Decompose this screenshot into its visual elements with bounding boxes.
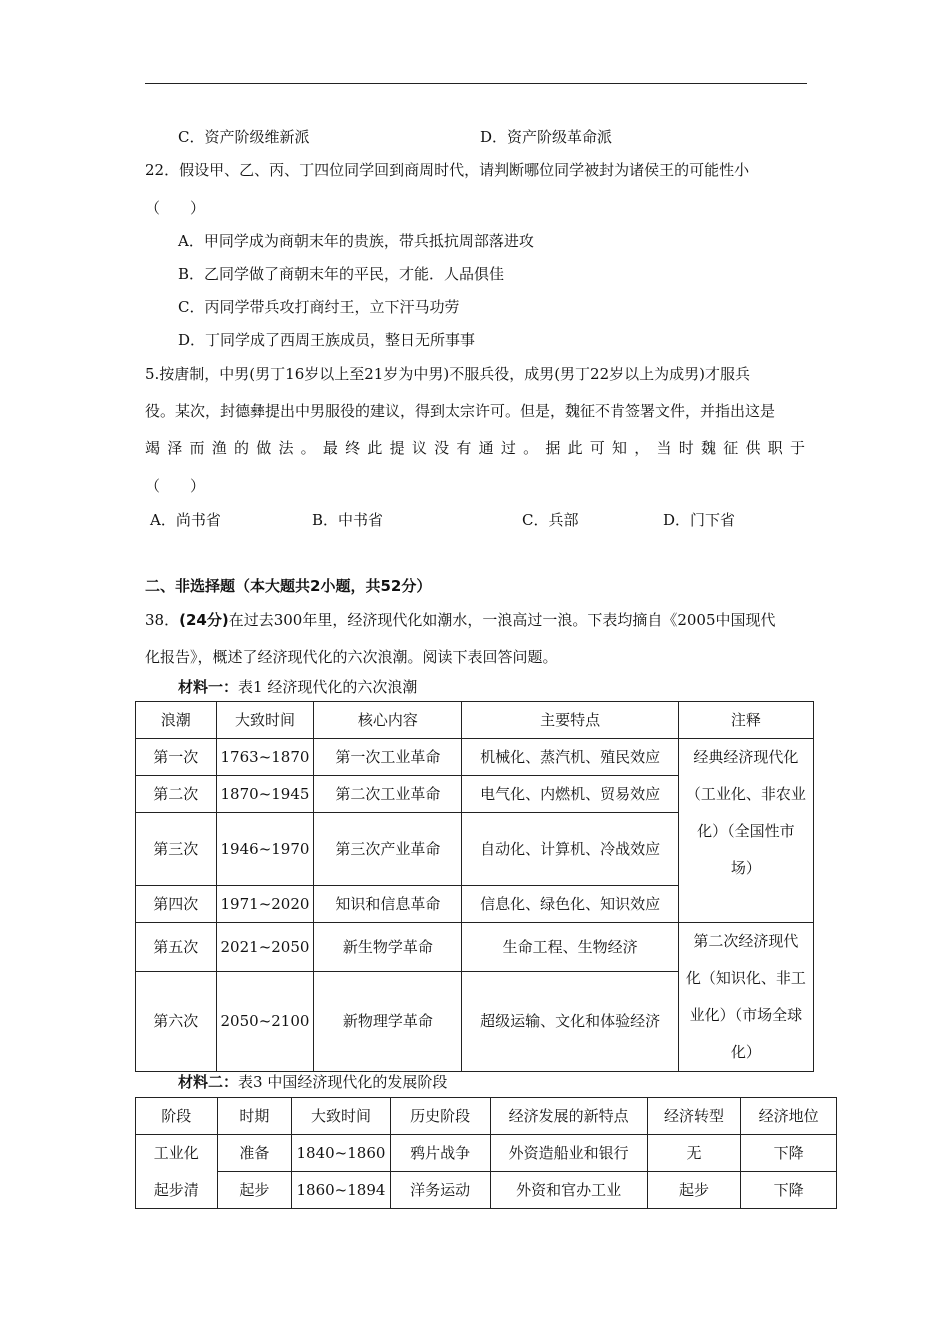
note-classic-modernization: [678, 739, 813, 923]
table-cell: 自动化、计算机、冷战效应: [462, 813, 678, 886]
table-cell: 起步清: [136, 1172, 218, 1209]
table-cell: 知识和信息革命: [314, 886, 462, 923]
q5-option-b: B．中书省: [312, 511, 384, 529]
note-line: 业化）（市场全球: [689, 1006, 803, 1024]
header-cell: 主要特点: [462, 702, 678, 739]
table-cell: 起步: [647, 1172, 741, 1209]
note-line: 化）: [730, 1043, 761, 1061]
table-cell: 第四次: [136, 886, 217, 923]
table-cell: 第一次工业革命: [314, 739, 462, 776]
note-line: 场）: [730, 859, 761, 877]
table-cell: 新生物学革命: [314, 923, 462, 972]
table-row: [136, 1135, 837, 1172]
note-line: 化（知识化、非工: [685, 969, 806, 987]
material-1-caption: [178, 677, 417, 697]
note-line: 化）（全国性市: [697, 822, 795, 840]
q5-line-1: 5.按唐制，中男(男丁16岁以上至21岁为中男)不服兵役，成男(男丁22岁以上为成男)才服兵: [145, 365, 750, 383]
table-cell: 准备: [217, 1135, 292, 1172]
header-cell: 时期: [217, 1098, 292, 1135]
q22-option-c: C．丙同学带兵攻打商纣王，立下汗马功劳: [178, 298, 460, 316]
table-six-waves: [135, 701, 814, 1072]
table-cell: 鸦片战争: [390, 1135, 490, 1172]
table-cell: 电气化、内燃机、贸易效应: [462, 776, 678, 813]
note-line: 经典经济现代化: [693, 748, 799, 766]
table-cell: 新物理学革命: [314, 971, 462, 1071]
table-header-row: [136, 1098, 837, 1135]
q38-line-2: 化报告》，概述了经济现代化的六次浪潮。阅读下表回答问题。: [145, 648, 558, 666]
header-cell: 注释: [678, 702, 813, 739]
header-cell: 经济转型: [647, 1098, 741, 1135]
q22-answer-paren: （ ）: [145, 199, 206, 217]
table-cell: 无: [647, 1135, 741, 1172]
material-1-title: 表1 经济现代化的六次浪潮: [238, 678, 418, 696]
material-2-label: 材料二：: [178, 1073, 239, 1091]
table-header-row: [136, 702, 814, 739]
table-cell: 机械化、蒸汽机、殖民效应: [462, 739, 678, 776]
table-cell: 起步: [217, 1172, 292, 1209]
q22-option-d: D．丁同学成了西周王族成员，整日无所事事: [178, 331, 476, 349]
header-cell: 浪潮: [136, 702, 217, 739]
table-cell: 信息化、绿色化、知识效应: [462, 886, 678, 923]
table-cell: 2050~2100: [216, 971, 314, 1071]
material-1-label: 材料一：: [178, 678, 239, 696]
q5-line-2: 役。某次，封德彝提出中男服役的建议，得到太宗许可。但是，魏征不肯签署文件，并指出这是: [145, 402, 776, 420]
option-c: C．资产阶级维新派: [178, 128, 310, 146]
option-d: D．资产阶级革命派: [480, 128, 613, 146]
note-line: 第二次经济现代: [693, 932, 799, 950]
table-cell: 洋务运动: [390, 1172, 490, 1209]
table-china-stages: [135, 1097, 837, 1209]
q5-option-d: D．门下省: [663, 511, 736, 529]
table-cell: 第三次产业革命: [314, 813, 462, 886]
table-cell: 第三次: [136, 813, 217, 886]
table-cell: 2021~2050: [216, 923, 314, 972]
table-cell: 第六次: [136, 971, 217, 1071]
table-cell: 第一次: [136, 739, 217, 776]
table-cell: 1840~1860: [292, 1135, 391, 1172]
section-heading: 二、非选择题（本大题共2小题，共52分）: [145, 577, 432, 595]
header-cell: 大致时间: [292, 1098, 391, 1135]
header-cell: 经济发展的新特点: [490, 1098, 647, 1135]
table-cell: 1763~1870: [216, 739, 314, 776]
table-cell: 外资造船业和银行: [490, 1135, 647, 1172]
q5-option-c: C．兵部: [522, 511, 579, 529]
q38-score: (24分): [179, 611, 229, 629]
table-row: [136, 923, 814, 972]
q38-line-1: [145, 610, 776, 630]
q22-stem: 22．假设甲、乙、丙、丁四位同学回到商周时代，请判断哪位同学被封为诸侯王的可能性小: [145, 161, 750, 179]
q5-line-3: 竭泽而渔的做法。最终此提议没有通过。据此可知，当时魏征供职于: [145, 439, 805, 457]
table-cell: 生命工程、生物经济: [462, 923, 678, 972]
header-cell: 历史阶段: [390, 1098, 490, 1135]
q22-option-b: B．乙同学做了商朝末年的平民，才能．人品俱佳: [178, 265, 505, 283]
header-cell: 阶段: [136, 1098, 218, 1135]
table-cell: 超级运输、文化和体验经济: [462, 971, 678, 1071]
table-cell: 1946~1970: [216, 813, 314, 886]
table-cell: 1971~2020: [216, 886, 314, 923]
q22-option-a: A．甲同学成为商朝末年的贵族，带兵抵抗周部落进攻: [178, 232, 534, 250]
table-cell: 第二次: [136, 776, 217, 813]
header-cell: 核心内容: [314, 702, 462, 739]
table-row: [136, 739, 814, 776]
table-cell: 工业化: [136, 1135, 218, 1172]
note-second-modernization: [678, 923, 813, 1072]
header-cell: 经济地位: [741, 1098, 837, 1135]
table-cell: 第五次: [136, 923, 217, 972]
table-cell: 1870~1945: [216, 776, 314, 813]
material-2-caption: [178, 1072, 447, 1092]
table-row: [136, 1172, 837, 1209]
table-cell: 第二次工业革命: [314, 776, 462, 813]
header-rule: [145, 83, 807, 84]
q38-intro: 在过去300年里，经济现代化如潮水，一浪高过一浪。下表均摘自《2005中国现代: [228, 611, 776, 629]
q5-answer-paren: （ ）: [145, 477, 206, 495]
note-line: （工业化、非农业: [685, 785, 806, 803]
q38-number: 38．: [145, 611, 180, 629]
table-cell: 下降: [741, 1172, 837, 1209]
table-cell: 1860~1894: [292, 1172, 391, 1209]
table-cell: 下降: [741, 1135, 837, 1172]
header-cell: 大致时间: [216, 702, 314, 739]
q5-option-a: A．尚书省: [150, 511, 221, 529]
material-2-title: 表3 中国经济现代化的发展阶段: [238, 1073, 448, 1091]
table-cell: 外资和官办工业: [490, 1172, 647, 1209]
